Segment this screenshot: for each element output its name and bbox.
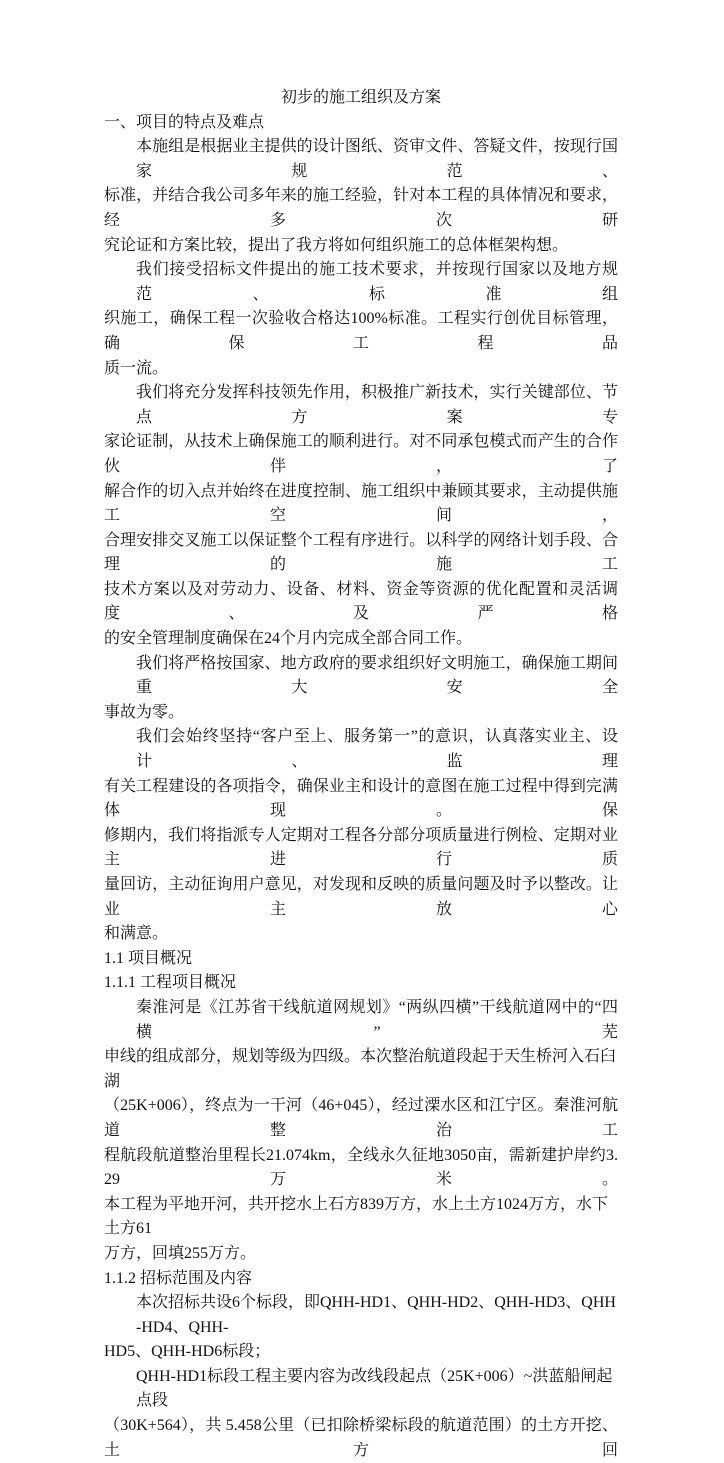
paragraph (104, 725, 618, 946)
text-line: 我们将充分发挥科技领先作用，积极推广新技术，实行关键部位、节点方案专 (136, 384, 618, 426)
document-page (104, 86, 618, 1463)
section-heading (104, 1267, 618, 1292)
text-line: QHH-HD1标段工程主要内容为改线段起点（25K+006）~洪蓝船闸起点段 (136, 1367, 613, 1410)
text-line: 我们接受招标文件提出的施工技术要求，并按现行国家以及地方规范、标准组 (136, 261, 618, 303)
text-line: 本施组是根据业主提供的设计图纸、资审文件、答疑文件，按现行国家规范、 (136, 138, 618, 180)
paragraph (104, 652, 618, 726)
text-line: 秦淮河是《江苏省干线航道网规划》“两纵四横”干线航道网中的“四横”芜 (136, 998, 618, 1041)
text-line: 申线的组成部分，规划等级为四级。本次整治航道段起于天生桥河入石臼湖 (104, 1048, 617, 1090)
paragraph (104, 1291, 618, 1365)
text-line: 1.1.1 工程项目概况 (104, 974, 237, 992)
text-line: 修期内，我们将指派专人定期对工程各分部分项质量进行例检、定期对业主进行质 (104, 826, 618, 869)
text-line: HD5、QHH-HD6标段； (104, 1343, 271, 1361)
text-line: 家论证制，从技术上确保施工的顺利进行。对不同承包模式而产生的合作伙伴，了 (104, 433, 618, 475)
text-line: （25K+006），终点为一干河（46+045），经过溧水区和江宁区。秦淮河航道整治工 (104, 1097, 618, 1139)
text-line: 合理安排交叉施工以保证整个工程有序进行。以科学的网络计划手段、合理的施工 (104, 531, 618, 574)
section-heading (104, 947, 618, 972)
text-line: 解合作的切入点并始终在进度控制、施工组织中兼顾其要求，主动提供施工空间， (104, 482, 618, 525)
text-line: （30K+564），共 5.458公里（已扣除桥梁标段的航道范围）的土方开挖、土方回 (104, 1417, 618, 1459)
paragraph (104, 135, 618, 258)
text-line: 究论证和方案比较，提出了我方将如何组织施工的总体框架构想。 (104, 236, 569, 254)
text-line: 的安全管理制度确保在24个月内完成全部合同工作。 (104, 630, 473, 648)
paragraph (104, 996, 618, 1267)
text-line: 织施工，确保工程一次验收合格达100%标准。工程实行创优目标管理，确保工程品 (104, 310, 618, 352)
text-line: 我们将严格按国家、地方政府的要求组织好文明施工，确保施工期间重大安全 (136, 654, 618, 697)
document-body (104, 111, 618, 1463)
text-line: 有关工程建设的各项指令，确保业主和设计的意图在施工过程中得到完满体现。保 (104, 777, 618, 820)
paragraph (104, 258, 618, 381)
text-line: 质一流。 (104, 359, 169, 377)
section-heading (104, 111, 618, 136)
text-line: 量回访，主动征询用户意见，对发现和反映的质量问题及时予以整改。让业主放心 (104, 876, 618, 918)
text-line: 万方，回填255万方。 (104, 1244, 257, 1262)
text-line: 程航段航道整治里程长21.074km，全线永久征地3050亩，需新建护岸约3.29万米。 (104, 1146, 618, 1189)
text-line: 我们会始终坚持“客户至上、服务第一”的意识，认真落实业主、设计、监理 (136, 728, 618, 771)
text-line: 和满意。 (104, 925, 169, 943)
paragraph (104, 1365, 618, 1463)
text-line: 标准，并结合我公司多年来的施工经验，针对本工程的具体情况和要求，经多次研 (104, 187, 618, 229)
text-line: 事故为零。 (104, 703, 185, 721)
text-line: 一、项目的特点及难点 (104, 113, 265, 131)
document-title: 初步的施工组织及方案 (280, 89, 441, 106)
paragraph (104, 381, 618, 652)
section-heading (104, 971, 618, 996)
text-line: 本次招标共设6个标段，即QHH-HD1、QHH-HD2、QHH-HD3、QHH-HD4、QHH- (136, 1294, 616, 1336)
text-line: 1.1 项目概况 (104, 949, 193, 967)
text-line: 技术方案以及对劳动力、设备、材料、资金等资源的优化配置和灵活调度、及严格 (104, 580, 618, 623)
text-line: 本工程为平地开河，共开挖水上石方839万方，水上土方1024万方，水下土方61 (104, 1195, 609, 1238)
text-line: 1.1.2 招标范围及内容 (104, 1269, 253, 1287)
